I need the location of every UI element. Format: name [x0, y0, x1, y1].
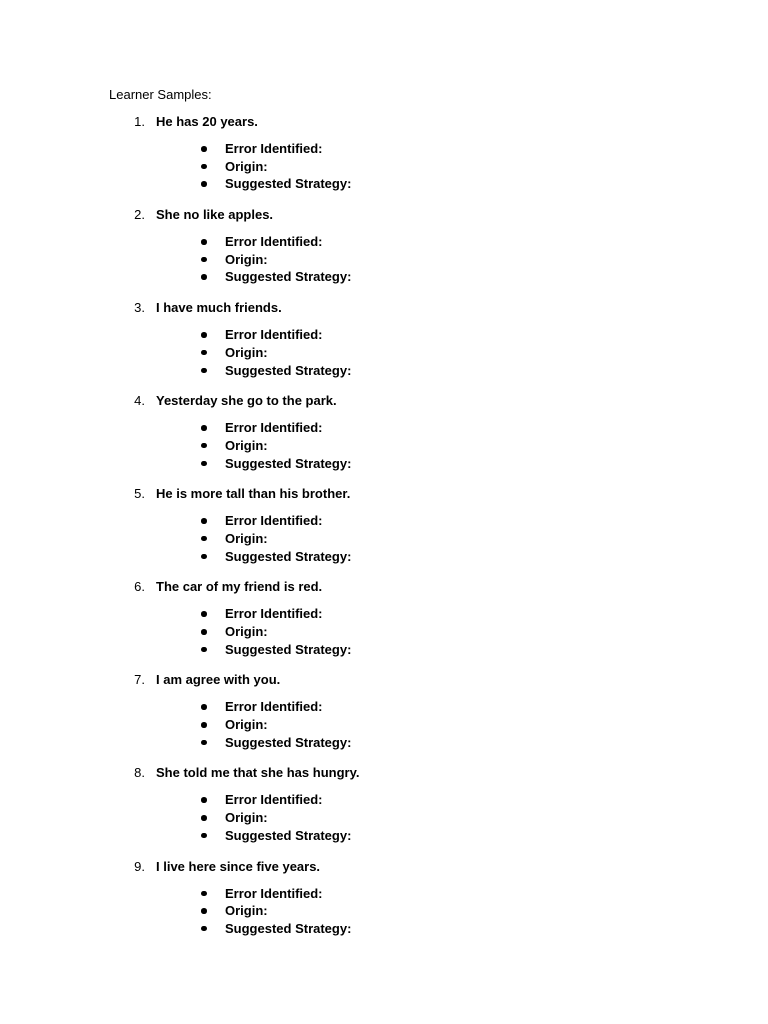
sample-bullets: [109, 419, 768, 472]
bullet-error: [109, 605, 768, 623]
bullet-icon: [200, 362, 208, 380]
bullet-label: Origin:: [225, 158, 268, 174]
bullet-icon: [200, 512, 208, 530]
bullet-icon: [200, 530, 208, 548]
bullet-label: Error Identified:: [225, 420, 323, 436]
sample-bullets: [109, 326, 768, 379]
bullet-label: Suggested Strategy:: [225, 455, 352, 471]
bullet-label: Error Identified:: [225, 606, 323, 622]
sample-sentence: She told me that she has hungry.: [156, 765, 360, 781]
bullet-icon: [200, 641, 208, 659]
bullet-icon: [200, 791, 208, 809]
bullet-error: [109, 698, 768, 716]
bullet-label: Origin:: [225, 903, 268, 919]
bullet-strategy: [109, 175, 768, 193]
sample-number: 4.: [134, 393, 145, 409]
sample-number: 8.: [134, 765, 145, 781]
sample-bullets: [109, 791, 768, 844]
bullet-icon: [200, 419, 208, 437]
sample-item: [109, 299, 768, 379]
sample-item: [109, 206, 768, 286]
bullet-strategy: [109, 920, 768, 938]
sample-sentence: I live here since five years.: [156, 858, 321, 874]
sample-item: [109, 392, 768, 472]
bullet-origin: [109, 251, 768, 269]
bullet-icon: [200, 140, 208, 158]
sample-sentence: The car of my friend is red.: [156, 579, 323, 595]
bullet-icon: [200, 809, 208, 827]
sample-sentence: I am agree with you.: [156, 672, 281, 688]
bullet-error: [109, 140, 768, 158]
bullet-icon: [200, 455, 208, 473]
bullet-icon: [200, 437, 208, 455]
bullet-label: Origin:: [225, 530, 268, 546]
bullet-error: [109, 512, 768, 530]
bullet-label: Suggested Strategy:: [225, 269, 352, 285]
bullet-icon: [200, 158, 208, 176]
bullet-icon: [200, 548, 208, 566]
bullet-origin: [109, 902, 768, 920]
bullet-strategy: [109, 641, 768, 659]
bullet-label: Suggested Strategy:: [225, 548, 352, 564]
bullet-strategy: [109, 734, 768, 752]
sample-sentence: Yesterday she go to the park.: [156, 393, 337, 409]
bullet-origin: [109, 809, 768, 827]
sample-bullets: [109, 698, 768, 751]
bullet-label: Suggested Strategy:: [225, 920, 352, 936]
sample-item: [109, 113, 768, 193]
samples-list: [109, 113, 768, 938]
bullet-strategy: [109, 362, 768, 380]
bullet-origin: [109, 344, 768, 362]
bullet-label: Error Identified:: [225, 513, 323, 529]
bullet-label: Error Identified:: [225, 141, 323, 156]
bullet-error: [109, 326, 768, 344]
bullet-label: Suggested Strategy:: [225, 362, 352, 378]
sample-item: [109, 764, 768, 844]
sample-number: 9.: [134, 858, 145, 874]
sample-sentence: He has 20 years.: [156, 114, 258, 129]
bullet-origin: [109, 530, 768, 548]
bullet-label: Suggested Strategy:: [225, 641, 352, 657]
sample-bullets: [109, 605, 768, 658]
bullet-label: Origin:: [225, 251, 268, 267]
sample-number: 6.: [134, 579, 145, 595]
bullet-label: Origin:: [225, 624, 268, 639]
sample-number: 5.: [134, 486, 145, 502]
bullet-label: Origin:: [225, 717, 268, 733]
bullet-label: Suggested Strategy:: [225, 827, 352, 843]
bullet-icon: [200, 233, 208, 251]
bullet-error: [109, 233, 768, 251]
bullet-label: Origin:: [225, 810, 268, 826]
bullet-label: Error Identified:: [225, 699, 323, 715]
bullet-label: Origin:: [225, 344, 268, 360]
bullet-error: [109, 885, 768, 903]
sample-number: 1.: [134, 114, 145, 129]
bullet-icon: [200, 827, 208, 845]
bullet-origin: [109, 623, 768, 641]
bullet-label: Error Identified:: [225, 327, 323, 343]
sample-bullets: [109, 140, 768, 193]
bullet-strategy: [109, 548, 768, 566]
sample-item: [109, 858, 768, 938]
sample-sentence: He is more tall than his brother.: [156, 486, 351, 502]
bullet-icon: [200, 344, 208, 362]
bullet-error: [109, 791, 768, 809]
sample-item: [109, 671, 768, 751]
bullet-icon: [200, 885, 208, 903]
bullet-icon: [200, 623, 208, 641]
bullet-icon: [200, 716, 208, 734]
bullet-origin: [109, 716, 768, 734]
bullet-icon: [200, 605, 208, 623]
sample-number: 2.: [134, 207, 145, 223]
document-heading: Learner Samples:: [109, 87, 212, 102]
bullet-label: Error Identified:: [225, 885, 323, 901]
bullet-icon: [200, 902, 208, 920]
bullet-label: Suggested Strategy:: [225, 176, 352, 192]
bullet-origin: [109, 158, 768, 176]
sample-number: 7.: [134, 672, 145, 688]
bullet-strategy: [109, 827, 768, 845]
sample-sentence: I have much friends.: [156, 300, 282, 316]
sample-bullets: [109, 512, 768, 565]
bullet-strategy: [109, 455, 768, 473]
sample-item: [109, 485, 768, 565]
bullet-icon: [200, 251, 208, 269]
sample-bullets: [109, 885, 768, 938]
bullet-label: Origin:: [225, 437, 268, 453]
bullet-origin: [109, 437, 768, 455]
bullet-label: Error Identified:: [225, 234, 323, 250]
sample-bullets: [109, 233, 768, 286]
bullet-label: Suggested Strategy:: [225, 734, 352, 750]
bullet-icon: [200, 698, 208, 716]
sample-item: [109, 578, 768, 658]
bullet-error: [109, 419, 768, 437]
bullet-icon: [200, 326, 208, 344]
bullet-icon: [200, 734, 208, 752]
bullet-icon: [200, 175, 208, 193]
bullet-label: Error Identified:: [225, 792, 323, 808]
bullet-strategy: [109, 268, 768, 286]
sample-sentence: She no like apples.: [156, 207, 274, 223]
bullet-icon: [200, 920, 208, 938]
sample-number: 3.: [134, 300, 145, 316]
bullet-icon: [200, 268, 208, 286]
